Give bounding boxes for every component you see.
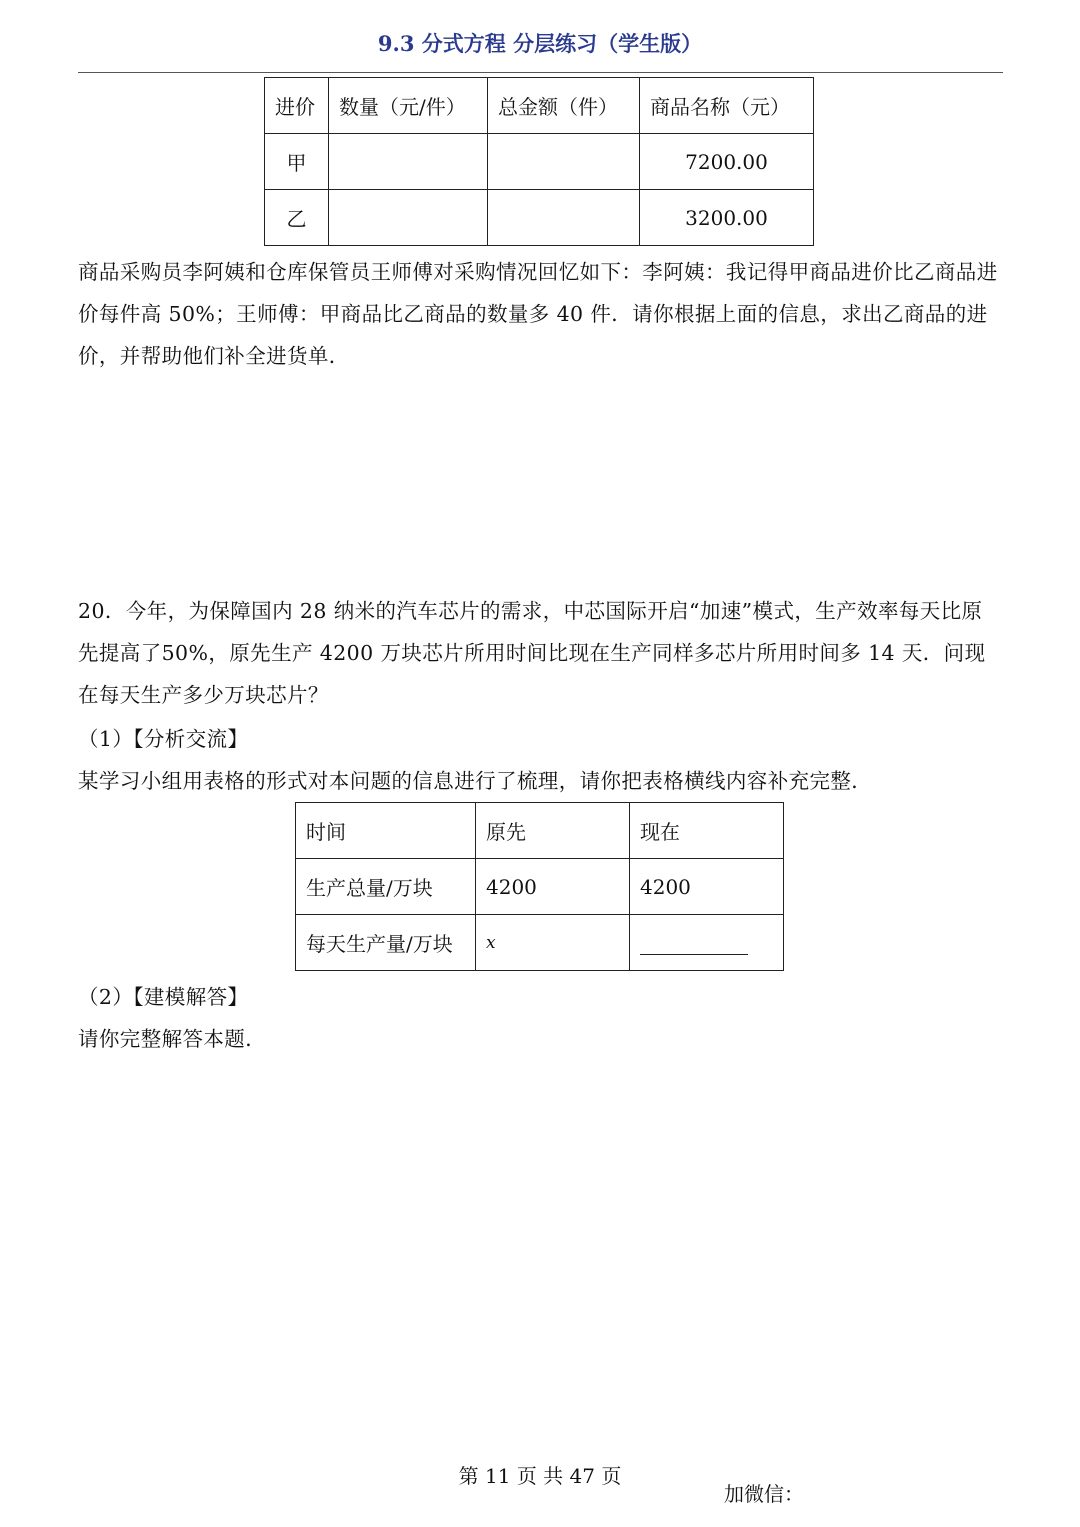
table-header-cell: 商品名称（元） [640,78,814,134]
table-row [296,915,784,971]
answer-blank[interactable] [640,932,748,955]
table-cell: 4200 [630,859,784,915]
part2-text: 请你完整解答本题． [78,1027,267,1051]
purchase-table [264,77,814,246]
table-cell [329,190,488,246]
table-header-cell: 数量（元/件） [329,78,488,134]
wechat-label: 加微信： [724,1482,804,1506]
table-cell: 7200.00 [640,134,814,190]
table-cell: x [476,915,630,971]
header-divider [78,72,1003,73]
part1-title: （1）【分析交流】 [78,727,249,751]
table-cell: 甲 [265,134,329,190]
production-table [295,802,784,971]
table-header-row [265,78,814,134]
part2-title: （2）【建模解答】 [78,985,249,1009]
table-cell [488,134,640,190]
table-cell: 每天生产量/万块 [296,915,476,971]
answer-blank-cell [630,915,784,971]
question-20-text: 20．今年，为保障国内 28 纳米的汽车芯片的需求，中芯国际开启“加速”模式，生产效率每天比原先提高了50%，原先生产 4200 万块芯片所用时间比现在生产同样多芯片所用时间多 14 天．问现在每天生产多少万块芯片？ [78,599,986,707]
part1-text: 某学习小组用表格的形式对本问题的信息进行了梳理，请你把表格横线内容补充完整． [78,769,873,793]
table-header-cell: 原先 [476,803,630,859]
table-header-cell: 现在 [630,803,784,859]
table-header-cell: 总金额（件） [488,78,640,134]
table-header-row [296,803,784,859]
table-cell: 3200.00 [640,190,814,246]
question-19-text: 商品采购员李阿姨和仓库保管员王师傅对采购情况回忆如下：李阿姨：我记得甲商品进价比乙商品进价每件高 50%；王师傅：甲商品比乙商品的数量多 40 件．请你根据上面的信息，求出乙商品的进价，并帮助他们补全进货单． [78,260,998,368]
table-cell: 生产总量/万块 [296,859,476,915]
table-cell [329,134,488,190]
table-row [265,190,814,246]
table-cell [488,190,640,246]
page-title: 9.3 分式方程 分层练习（学生版） [377,31,703,56]
table-cell: 乙 [265,190,329,246]
table-cell: 4200 [476,859,630,915]
table-header-cell: 时间 [296,803,476,859]
table-header-cell: 进价 [265,78,329,134]
page-number: 第 11 页 共 47 页 [458,1464,622,1488]
table-row [296,859,784,915]
table-row [265,134,814,190]
